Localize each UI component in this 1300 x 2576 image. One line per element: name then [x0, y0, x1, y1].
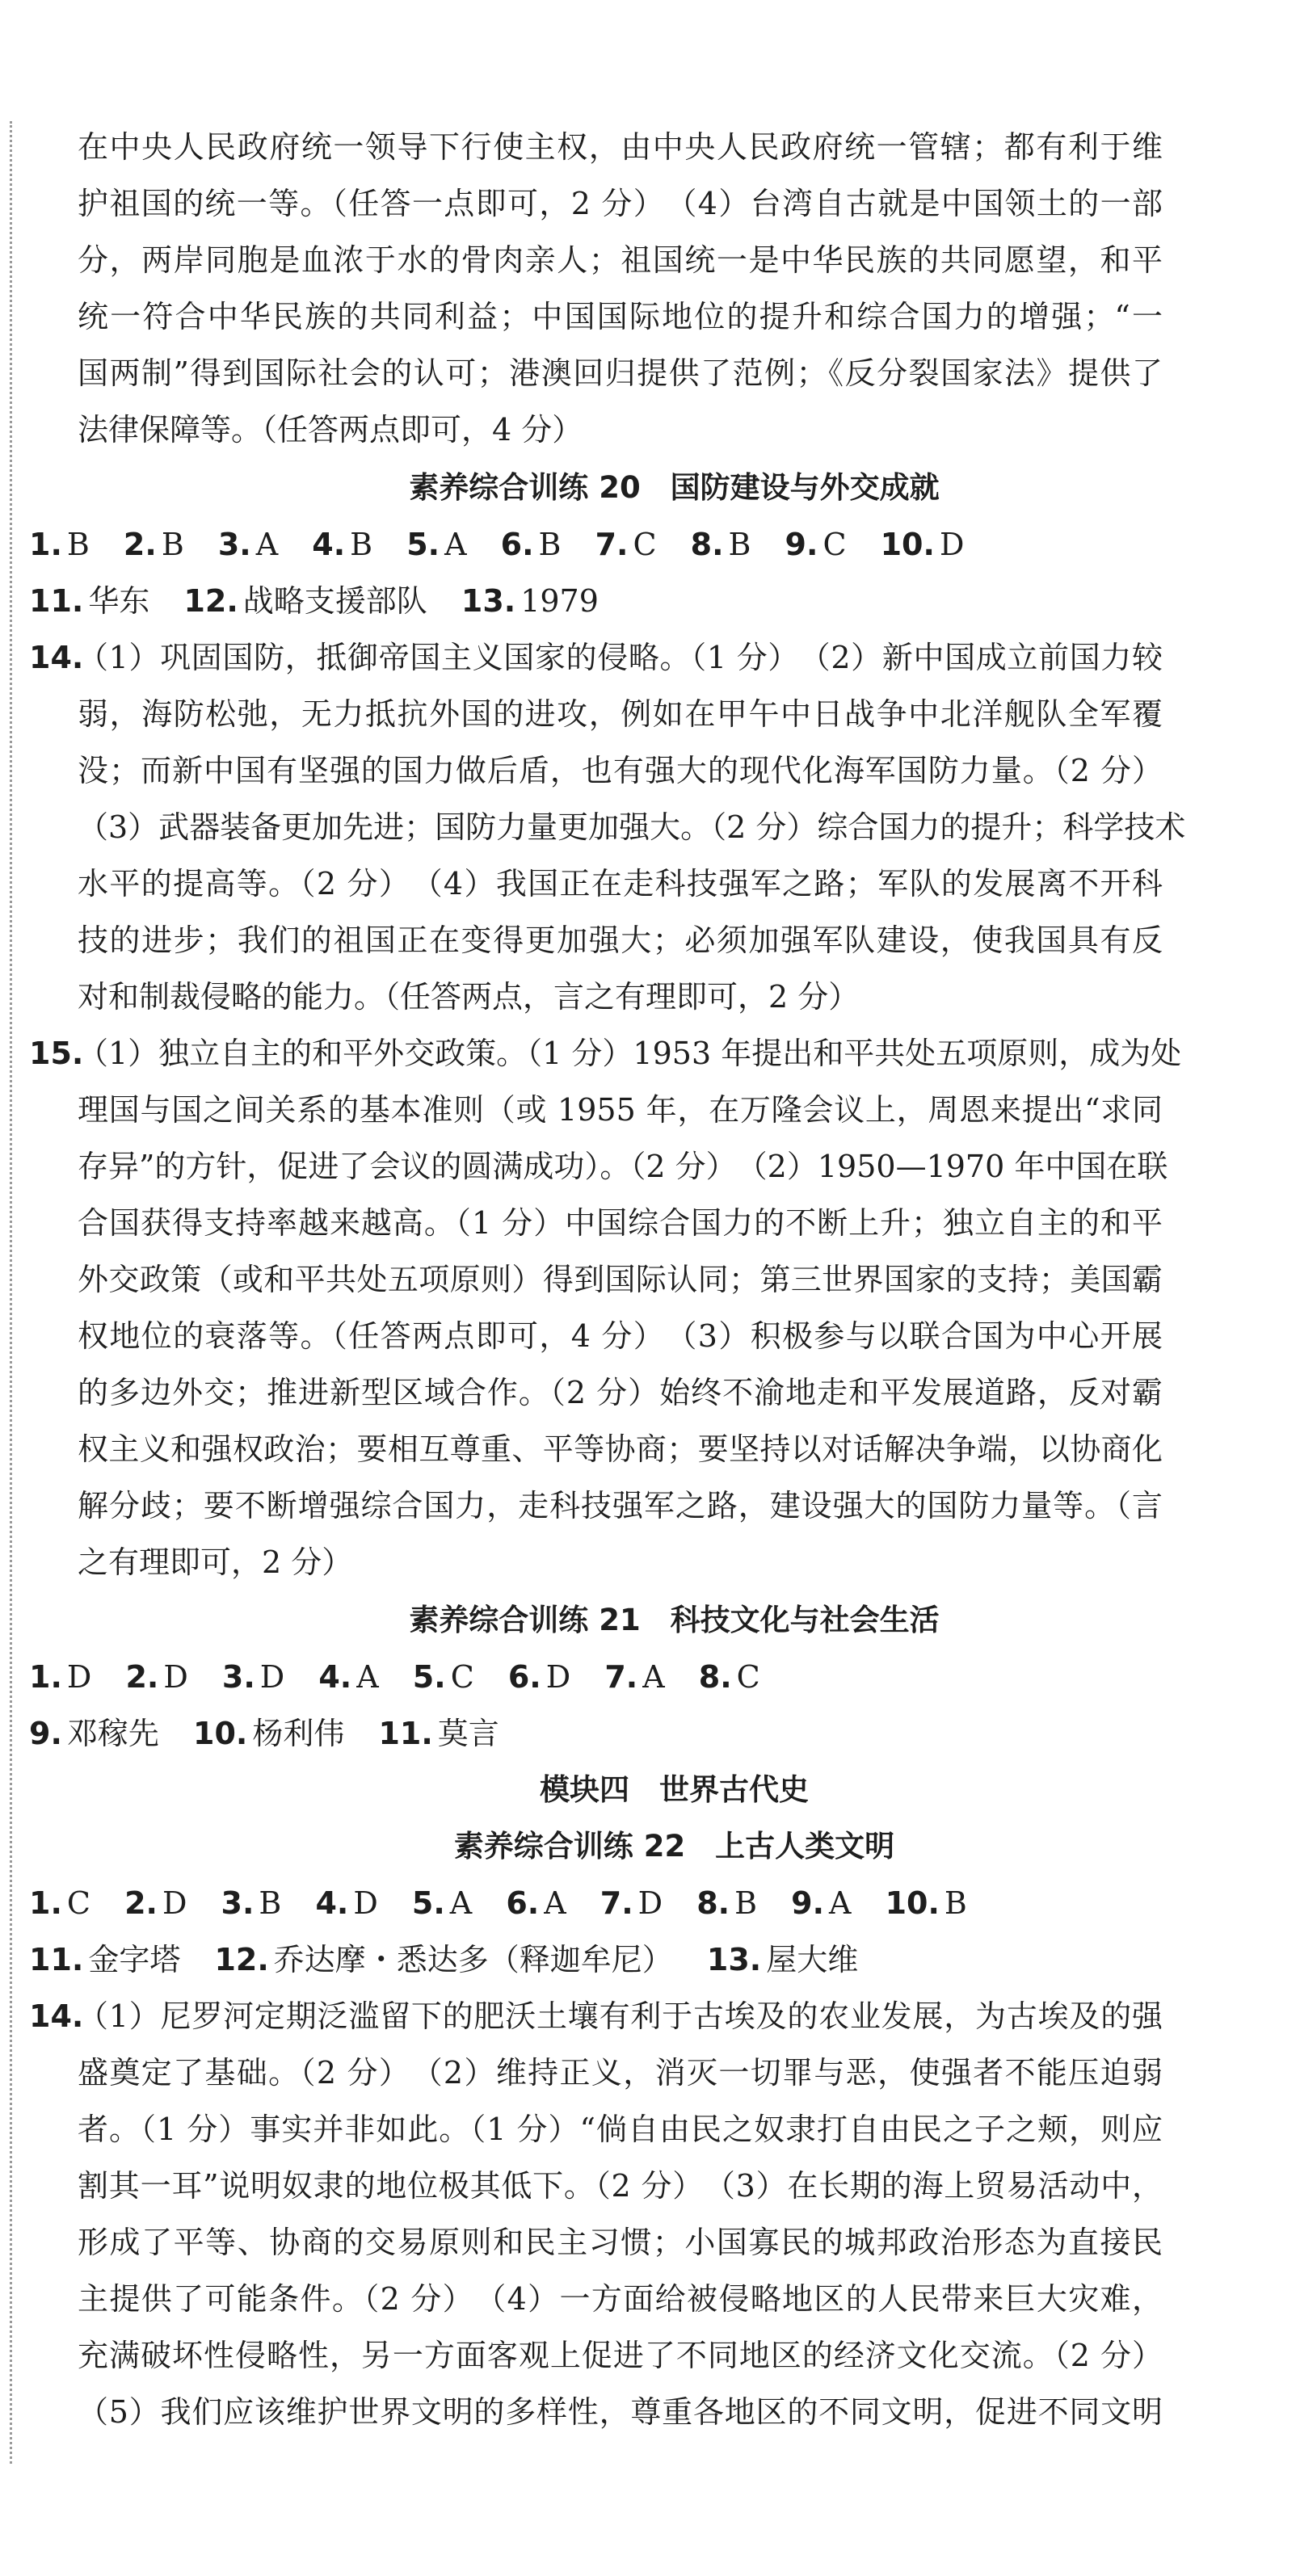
q15-line: 权主义和强权政治；要相互尊重、平等协商；要坚持以对话解决争端，以协商化 [78, 1431, 1163, 1467]
answer-number: 5. [412, 1659, 446, 1695]
answer-value: D [637, 1885, 663, 1921]
answer-number: 4. [318, 1659, 352, 1695]
q14-line: 技的进步；我们的祖国正在变得更加强大；必须加强军队建设，使我国具有反 [78, 922, 1163, 958]
answer-number: 1. [29, 527, 62, 562]
answer-value: B [944, 1885, 967, 1921]
answer-value: A [444, 527, 467, 562]
answer-value: A [544, 1885, 566, 1921]
answer-value: B [350, 527, 373, 562]
question-label-15 [29, 1029, 83, 1078]
answer-number: 7. [604, 1659, 638, 1695]
answer-value: D [66, 1659, 92, 1695]
answer-value: 华东 [88, 583, 150, 619]
answer-number: 5. [406, 527, 440, 562]
answer-number: 2. [125, 1659, 159, 1695]
answer-value: D [353, 1885, 378, 1921]
answer-value: D [162, 1885, 187, 1921]
answer-number: 7. [600, 1885, 633, 1921]
answer-number: 8. [696, 1885, 730, 1921]
answer-number: 9. [791, 1885, 825, 1921]
q15-line: 理国与国之间关系的基本准则（或 1955 年，在万隆会议上，周恩来提出“求同 [78, 1092, 1163, 1128]
answer-number: 10. [880, 527, 935, 562]
answer-number: 13. [706, 1942, 762, 1977]
answer-value: C [450, 1659, 474, 1695]
q14-line: 弱，海防松弛，无力抵抗外国的进攻，例如在甲午中日战争中北洋舰队全军覆 [78, 696, 1163, 732]
answer-value: D [259, 1659, 285, 1695]
answer-number: 10. [885, 1885, 940, 1921]
mc-answers-21 [29, 1653, 785, 1701]
q15-line: 权地位的衰落等。（任答两点即可，4 分） （3）积极参与以联合国为中心开展 [78, 1318, 1163, 1354]
answer-number: 12. [183, 583, 238, 619]
q15-line: 合国获得支持率越来越高。（1 分）中国综合国力的不断上升；独立自主的和平 [78, 1205, 1163, 1241]
section-heading-22: 素养综合训练 22 上古人类文明 [453, 1829, 895, 1864]
section-heading-21: 素养综合训练 21 科技文化与社会生活 [409, 1603, 940, 1637]
answer-value: A [829, 1885, 852, 1921]
answer-value: 莫言 [437, 1716, 499, 1751]
mc-answers-20 [29, 520, 988, 569]
answer-value: B [538, 527, 562, 562]
answer-value: B [259, 1885, 282, 1921]
answer-value: A [356, 1659, 379, 1695]
answer-number: 4. [312, 527, 346, 562]
answer-value: C [822, 527, 847, 562]
q14b-line: 充满破坏性侵略性，另一方面客观上促进了不同地区的经济文化交流。（2 分） [78, 2338, 1163, 2373]
q15-line: 之有理即可，2 分） [78, 1544, 353, 1580]
answer-value: 乔达摩・悉达多（释迦牟尼） [273, 1942, 673, 1977]
answer-value: 屋大维 [766, 1942, 859, 1977]
q14b-line: （1）尼罗河定期泛滥留下的肥沃土壤有利于古埃及的农业发展，为古埃及的强 [78, 1998, 1163, 2034]
item-number: 15. [29, 1036, 84, 1071]
answer-value: B [66, 527, 90, 562]
answer-value: B [728, 527, 751, 562]
intro-line: 在中央人民政府统一领导下行使主权，由中央人民政府统一管辖；都有利于维 [78, 129, 1163, 165]
answer-number: 1. [29, 1659, 62, 1695]
q15-line: 存异”的方针，促进了会议的圆满成功）。（2 分） （2）1950—1970 年中国在联 [78, 1149, 1168, 1184]
question-label-14b [29, 1992, 83, 2040]
q14b-line: 形成了平等、协商的交易原则和民主习惯；小国寡民的城邦政治形态为直接民 [78, 2225, 1163, 2260]
q14b-line: 割其一耳”说明奴隶的地位极其低下。（2 分） （3）在长期的海上贸易活动中， [78, 2168, 1163, 2204]
answer-number: 6. [506, 1885, 540, 1921]
answer-value: C [736, 1659, 760, 1695]
q14b-line: 者。（1 分）事实并非如此。（1 分）“倘自由民之奴隶打自由民之子之颊，则应 [78, 2112, 1163, 2147]
answer-number: 9. [785, 527, 818, 562]
fill-answers-20 [29, 577, 623, 625]
answer-number: 8. [698, 1659, 732, 1695]
answer-number: 4. [315, 1885, 349, 1921]
q15-line: （1）独立自主的和平外交政策。（1 分）1953 年提出和平共处五项原则，成为处 [78, 1036, 1182, 1071]
answer-number: 11. [29, 1942, 84, 1977]
answer-value: C [633, 527, 657, 562]
answer-number: 13. [461, 583, 516, 619]
answer-value: A [255, 527, 279, 562]
q14-line: （3）武器装备更加先进；国防力量更加强大。（2 分）综合国力的提升；科学技术 [78, 809, 1186, 845]
answer-value: 战略支援部队 [242, 583, 427, 619]
intro-line: 统一符合中华民族的共同利益；中国国际地位的提升和综合国力的增强；“一 [78, 299, 1163, 334]
intro-line: 国两制”得到国际社会的认可；港澳回归提供了范例；《反分裂国家法》提供了 [78, 355, 1163, 391]
answer-number: 3. [221, 1885, 255, 1921]
intro-line: 分，两岸同胞是血浓于水的骨肉亲人；祖国统一是中华民族的共同愿望，和平 [78, 242, 1163, 278]
answer-number: 7. [595, 527, 629, 562]
answer-value: D [163, 1659, 188, 1695]
module-heading: 模块四 世界古代史 [540, 1772, 809, 1807]
answer-number: 3. [221, 1659, 255, 1695]
q14b-line: 主提供了可能条件。（2 分） （4）一方面给被侵略地区的人民带来巨大灾难， [78, 2281, 1163, 2317]
q14b-line: 盛奠定了基础。（2 分） （2）维持正义，消灭一切罪与恶，使强者不能压迫弱 [78, 2055, 1163, 2091]
answer-number: 11. [29, 583, 84, 619]
q14-line: （1）巩固国防，抵御帝国主义国家的侵略。（1 分） （2）新中国成立前国力较 [78, 640, 1163, 675]
answer-value: A [449, 1885, 473, 1921]
answer-number: 2. [124, 1885, 158, 1921]
item-number: 14. [29, 640, 84, 675]
answer-value: 邓稼先 [66, 1716, 159, 1751]
answer-number: 6. [500, 527, 534, 562]
q14-line: 水平的提高等。（2 分） （4）我国正在走科技强军之路；军队的发展离不开科 [78, 866, 1163, 901]
answer-value: A [642, 1659, 665, 1695]
answer-number: 1. [29, 1885, 62, 1921]
answer-value: D [545, 1659, 571, 1695]
answer-number: 5. [411, 1885, 445, 1921]
answer-number: 2. [123, 527, 157, 562]
question-label-14 [29, 633, 83, 682]
answer-number: 9. [29, 1716, 62, 1751]
q15-line: 外交政策（或和平共处五项原则）得到国际认同；第三世界国家的支持；美国霸 [78, 1262, 1163, 1297]
fill-answers-22 [29, 1935, 882, 1984]
answer-value: 杨利伟 [252, 1716, 345, 1751]
mc-answers-22 [29, 1879, 991, 1927]
answer-number: 10. [193, 1716, 248, 1751]
item-number: 14. [29, 1998, 84, 2034]
intro-line: 法律保障等。（任答两点即可，4 分） [78, 412, 583, 448]
q14-line: 对和制裁侵略的能力。（任答两点，言之有理即可，2 分） [78, 979, 860, 1015]
answer-value: B [161, 527, 184, 562]
answer-number: 8. [690, 527, 724, 562]
answer-value: 金字塔 [88, 1942, 181, 1977]
answer-number: 11. [378, 1716, 433, 1751]
answer-value: B [734, 1885, 758, 1921]
q15-line: 解分歧；要不断增强综合国力，走科技强军之路，建设强大的国防力量等。（言 [78, 1488, 1163, 1523]
answer-value: D [939, 527, 965, 562]
answer-number: 3. [217, 527, 251, 562]
q14-line: 没；而新中国有坚强的国力做后盾，也有强大的现代化海军国防力量。（2 分） [78, 753, 1163, 788]
answer-value: 1979 [520, 583, 599, 619]
answer-number: 12. [214, 1942, 269, 1977]
answer-value: C [66, 1885, 90, 1921]
answer-number: 6. [507, 1659, 541, 1695]
section-heading-20: 素养综合训练 20 国防建设与外交成就 [409, 470, 940, 505]
fill-answers-21 [29, 1709, 524, 1758]
q15-line: 的多边外交；推进新型区域合作。（2 分）始终不渝地走和平发展道路，反对霸 [78, 1375, 1163, 1410]
q14b-line: （5）我们应该维护世界文明的多样性，尊重各地区的不同文明，促进不同文明 [78, 2394, 1163, 2430]
intro-line: 护祖国的统一等。（任答一点即可，2 分） （4）台湾自古就是中国领土的一部 [78, 186, 1163, 221]
